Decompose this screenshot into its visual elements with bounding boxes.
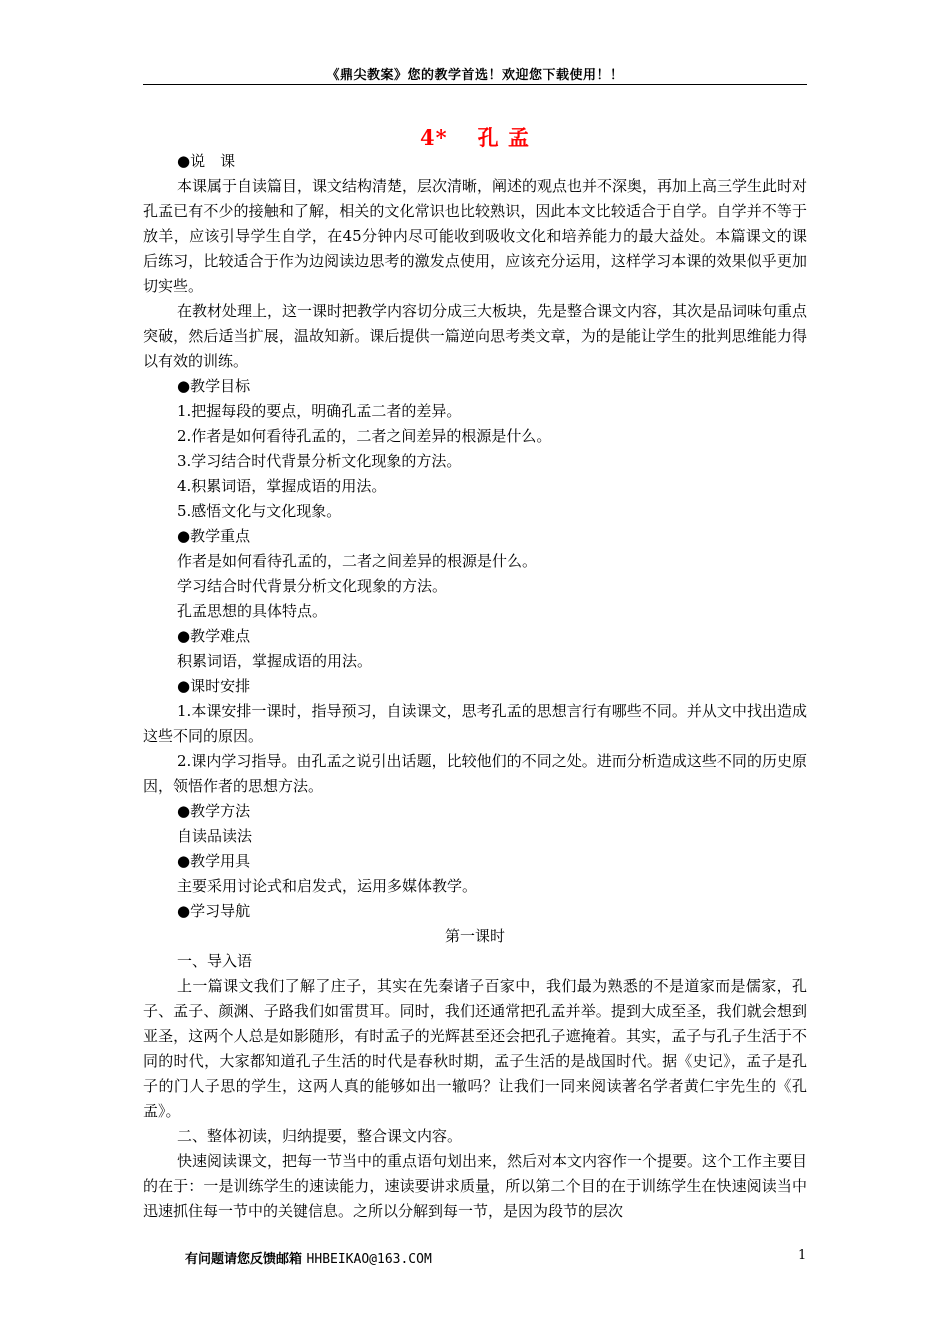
section-heading-guide: ●学习导航 (177, 902, 251, 920)
subsection-heading: 一、导入语 (177, 952, 253, 970)
lesson-title (143, 122, 807, 152)
section-heading-goals: ●教学目标 (177, 377, 251, 395)
section-heading-key-points: ●教学重点 (177, 527, 251, 545)
period-heading: 第一课时 (444, 927, 505, 945)
section-heading-schedule: ●课时安排 (177, 677, 251, 695)
list-item: 4.积累词语，掌握成语的用法。 (177, 477, 387, 495)
list-item: 2.作者是如何看待孔孟的，二者之间差异的根源是什么。 (177, 427, 552, 445)
section-heading-methods: ●教学方法 (177, 802, 251, 820)
document-body (143, 149, 807, 1224)
page-footer (185, 1248, 432, 1267)
paragraph: 自读品读法 (177, 827, 253, 845)
list-item: 5.感悟文化与文化现象。 (177, 502, 342, 520)
page-header: 《鼎尖教案》您的教学首选！欢迎您下载使用！！ (326, 68, 624, 83)
paragraph: 本课属于自读篇目，课文结构清楚，层次清晰，阐述的观点也并不深奥，再加上高三学生此时对孔孟已有不少的接触和了解，相关的文化常识也比较熟识，因此本文比较适合于自学。自学并不等于放羊，应该引导学生自学，在45分钟内尽可能收到吸收文化和培养能力的最大益处。本篇课文的课后练习，比较适合于作为边阅读边思考的激发点使用，应该充分运用，这样学习本课的效果似乎更加切实些。 (143, 177, 808, 295)
paragraph: 学习结合时代背景分析文化现象的方法。 (177, 577, 448, 595)
section-heading-difficulties: ●教学难点 (177, 627, 251, 645)
footer-email: HHBEIKAO@163.COM (306, 1252, 432, 1267)
list-item: 1.把握每段的要点，明确孔孟二者的差异。 (177, 402, 462, 420)
paragraph: 孔孟思想的具体特点。 (177, 602, 328, 620)
list-item: 3.学习结合时代背景分析文化现象的方法。 (177, 452, 462, 470)
paragraph: 积累词语，掌握成语的用法。 (177, 652, 373, 670)
paragraph: 快速阅读课文，把每一节当中的重点语句划出来，然后对本文内容作一个提要。这个工作主要目的在于：一是训练学生的速读能力，速读要讲求质量，所以第二个目的在于训练学生在快速阅读当中迅速抓住每一节中的关键信息。之所以分解到每一节，是因为段节的层次 (143, 1152, 808, 1220)
section-heading-tools: ●教学用具 (177, 852, 251, 870)
list-item: 2.课内学习指导。由孔孟之说引出话题，比较他们的不同之处。进而分析造成这些不同的历史原因，领悟作者的思想方法。 (143, 752, 807, 795)
paragraph: 作者是如何看待孔孟的，二者之间差异的根源是什么。 (177, 552, 538, 570)
list-item: 1.本课安排一课时，指导预习，自读课文，思考孔孟的思想言行有哪些不同。并从文中找出造成这些不同的原因。 (143, 702, 807, 745)
lesson-name: 孔 孟 (477, 125, 530, 150)
paragraph: 在教材处理上，这一课时把教学内容切分成三大板块，先是整合课文内容，其次是品词味句重点突破，然后适当扩展，温故知新。课后提供一篇逆向思考类文章，为的是能让学生的批判思维能力得以有效的训练。 (143, 302, 808, 370)
page-number: 1 (798, 1248, 807, 1263)
section-heading-shuoke: ●说 课 (177, 152, 236, 170)
paragraph: 上一篇课文我们了解了庄子，其实在先秦诸子百家中，我们最为熟悉的不是道家而是儒家，孔子、孟子、颜渊、子路我们如雷贯耳。同时，我们还通常把孔孟并举。提到大成至圣，我们就会想到亚圣，这两个人总是如影随形，有时孟子的光辉甚至还会把孔子遮掩着。其实，孟子与孔子生活于不同的时代，大家都知道孔子生活的时代是春秋时期，孟子生活的是战国时代。据《史记》，孟子是孔子的门人子思的学生，这两人真的能够如出一辙吗？让我们一同来阅读著名学者黄仁宇先生的《孔孟》。 (143, 977, 807, 1120)
subsection-heading: 二、整体初读，归纳提要，整合课文内容。 (177, 1127, 463, 1145)
header-rule (143, 84, 807, 85)
footer-label: 有问题请您反馈邮箱 (185, 1252, 303, 1267)
paragraph: 主要采用讨论式和启发式，运用多媒体教学。 (177, 877, 478, 895)
lesson-number: 4* (420, 125, 448, 150)
